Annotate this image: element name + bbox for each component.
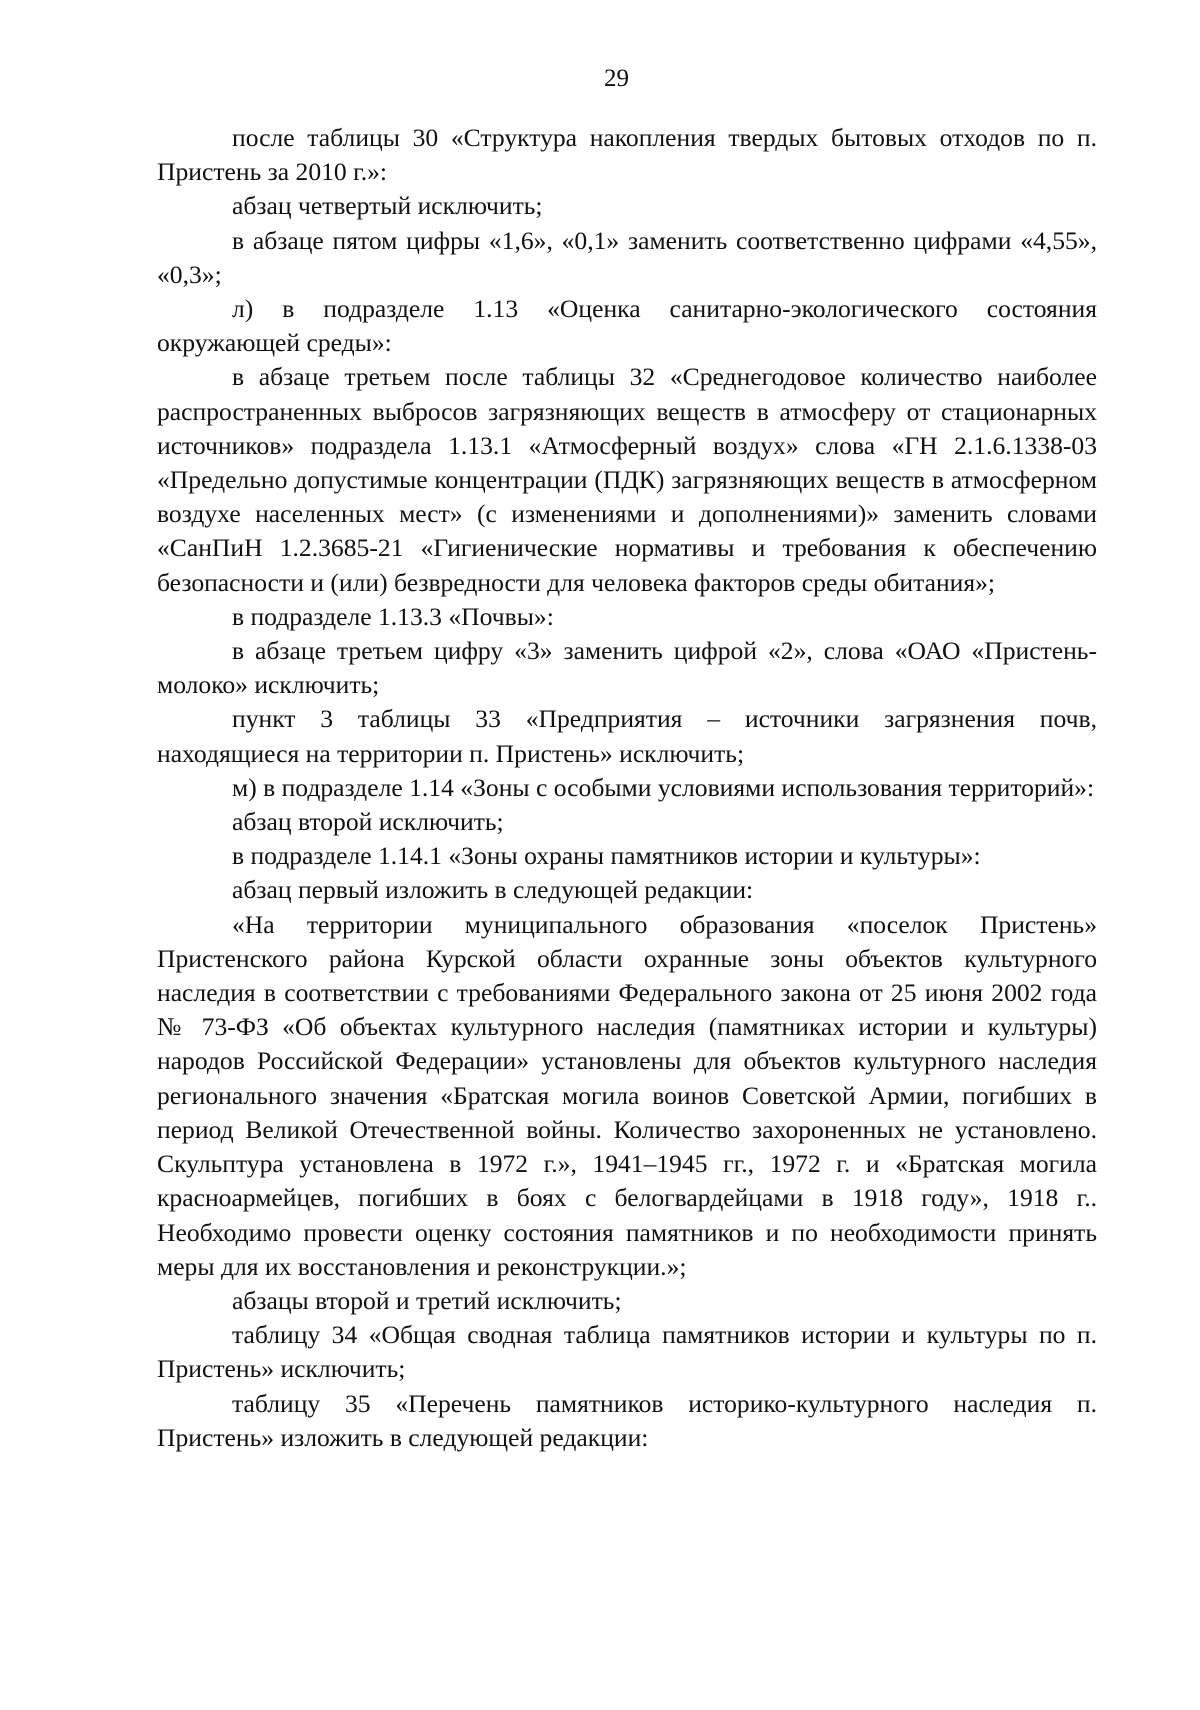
paragraph-subsection-1-14-1: в подразделе 1.14.1 «Зоны охраны памятников истории и культуры»:	[232, 841, 981, 871]
paragraph-table-33: пункт 3 таблицы 33 «Предприятия – источники загрязнения почв, находящиеся на территории п. Пристень» исключить;	[157, 704, 1097, 768]
paragraph-first-new-wording: абзац первый изложить в следующей редакции:	[232, 875, 754, 905]
paragraph-table-34: таблицу 34 «Общая сводная таблица памятников истории и культуры по п. Пристень» исключить;	[157, 1320, 1097, 1384]
paragraph-subsection-1-13-3: в подразделе 1.13.3 «Почвы»:	[232, 601, 554, 631]
document-body	[157, 121, 1097, 1455]
paragraph-second-third-excluded: абзацы второй и третий исключить;	[232, 1285, 622, 1315]
paragraph-fifth-digits: в абзаце пятом цифры «1,6», «0,1» заменить соответственно цифрами «4,55», «0,3»;	[157, 225, 1097, 289]
paragraph-after-table-30: после таблицы 30 «Структура накопления твердых бытовых отходов по п. Пристень за 2010 г.»:	[157, 123, 1097, 187]
paragraph-subsection-1-14: м) в подразделе 1.14 «Зоны с особыми условиями использования территорий»:	[232, 772, 1095, 802]
paragraph-second-excluded: абзац второй исключить;	[232, 807, 504, 837]
paragraph-soil-digit: в абзаце третьем цифру «3» заменить цифрой «2», слова «ОАО «Пристень-молоко» исключить;	[157, 636, 1097, 700]
paragraph-atmospheric-air: в абзаце третьем после таблицы 32 «Среднегодовое количество наиболее распространенных выбросов загрязняющих веществ в атмосферу от стационарных источников» подраздела 1.13.1 «Атмосферный воздух» слова «ГН 2.1.6.1338-03 «Предельно допустимые концентрации (ПДК) загрязняющих веществ в атмосферном воздухе населенных мест» (с изменениями и дополнениями)» заменить словами «СанПиН 1.2.3685-21 «Гигиенические нормативы и требования к обеспечению безопасности и (или) безвредности для человека факторов среды обитания»;	[157, 362, 1097, 597]
paragraph-table-35: таблицу 35 «Перечень памятников историко-культурного наследия п. Пристень» изложить в следующей редакции:	[157, 1388, 1097, 1452]
paragraph-fourth-excluded: абзац четвертый исключить;	[232, 191, 543, 221]
page-number: 29	[604, 65, 629, 92]
paragraph-subsection-1-13: л) в подразделе 1.13 «Оценка санитарно-экологического состояния окружающей среды»:	[157, 294, 1097, 358]
paragraph-heritage-zones: «На территории муниципального образования «поселок Пристень» Пристенского района Курской области охранные зоны объектов культурного наследия в соответствии с требованиями Федерального закона от 25 июня 2002 года № 73-ФЗ «Об объектах культурного наследия (памятниках истории и культуры) народов Российской Федерации» установлены для объектов культурного наследия регионального значения «Братская могила воинов Советской Армии, погибших в период Великой Отечественной войны. Количество захороненных не установлено. Скульптура установлена в 1972 г.», 1941–1945 гг., 1972 г. и «Братская могила красноармейцев, погибших в боях с белогвардейцами в 1918 году», 1918 г.. Необходимо провести оценку состояния памятников и по необходимости принять меры для их восстановления и реконструкции.»;	[157, 909, 1097, 1281]
